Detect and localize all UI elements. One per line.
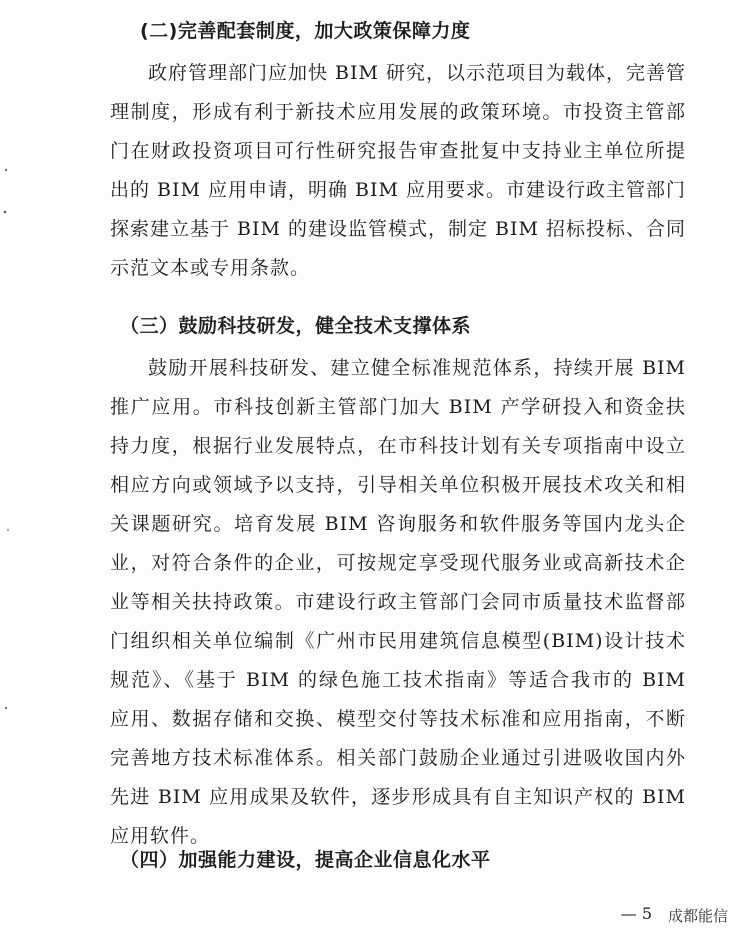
section-paragraph-3: 鼓励开展科技研发、建立健全标准规范体系，持续开展 BIM 推广应用。市科技创新主管部门加大 BIM 产学研投入和资金扶持力度，根据行业发展特点，在市科技计划有关专项指南中设立相应方向或领域予以支持，引导相关单位积极开展技术攻关和相关课题研究。培育发展 BIM 咨询服务和软件服务等国内龙头企业，对符合条件的企业，可按规定享受现代服务业或高新技术企业等相关扶持政策。市建设行政主管部门会同市质量技术监督部门组织相关单位编制《广州市民用建筑信息模型(BIM)设计技术规范》、《基于 BIM 的绿色施工技术指南》等适合我市的 BIM 应用、数据存储和交换、模型交付等技术标准和应用指南，不断完善地方技术标准体系。相关部门鼓励企业通过引进吸收国内外先进 BIM 应用成果及软件，逐步形成具有自主知识产权的 BIM应用软件。 bbox=[110, 357, 686, 847]
section-heading-4: （四）加强能力建设，提高企业信息化水平 bbox=[120, 849, 491, 871]
section-heading-3: （三）鼓励科技研发，健全技术支撑体系 bbox=[120, 315, 472, 337]
page-number: — 5 bbox=[620, 904, 652, 923]
section-heading-2: (二)完善配套制度，加大政策保障力度 bbox=[140, 20, 471, 42]
watermark-text: 成都能信 bbox=[667, 907, 728, 925]
section-paragraph-2: 政府管理部门应加快 BIM 研究，以示范项目为载体，完善管理制度，形成有利于新技术应用发展的政策环境。市投资主管部门在财政投资项目可行性研究报告审查批复中支持业主单位所提出的 BIM 应用申请，明确 BIM 应用要求。市建设行政主管部门探索建立基于 BIM 的建设监管模式，制定 BIM 招标投标、合同示范文本或专用条款。 bbox=[110, 62, 687, 279]
